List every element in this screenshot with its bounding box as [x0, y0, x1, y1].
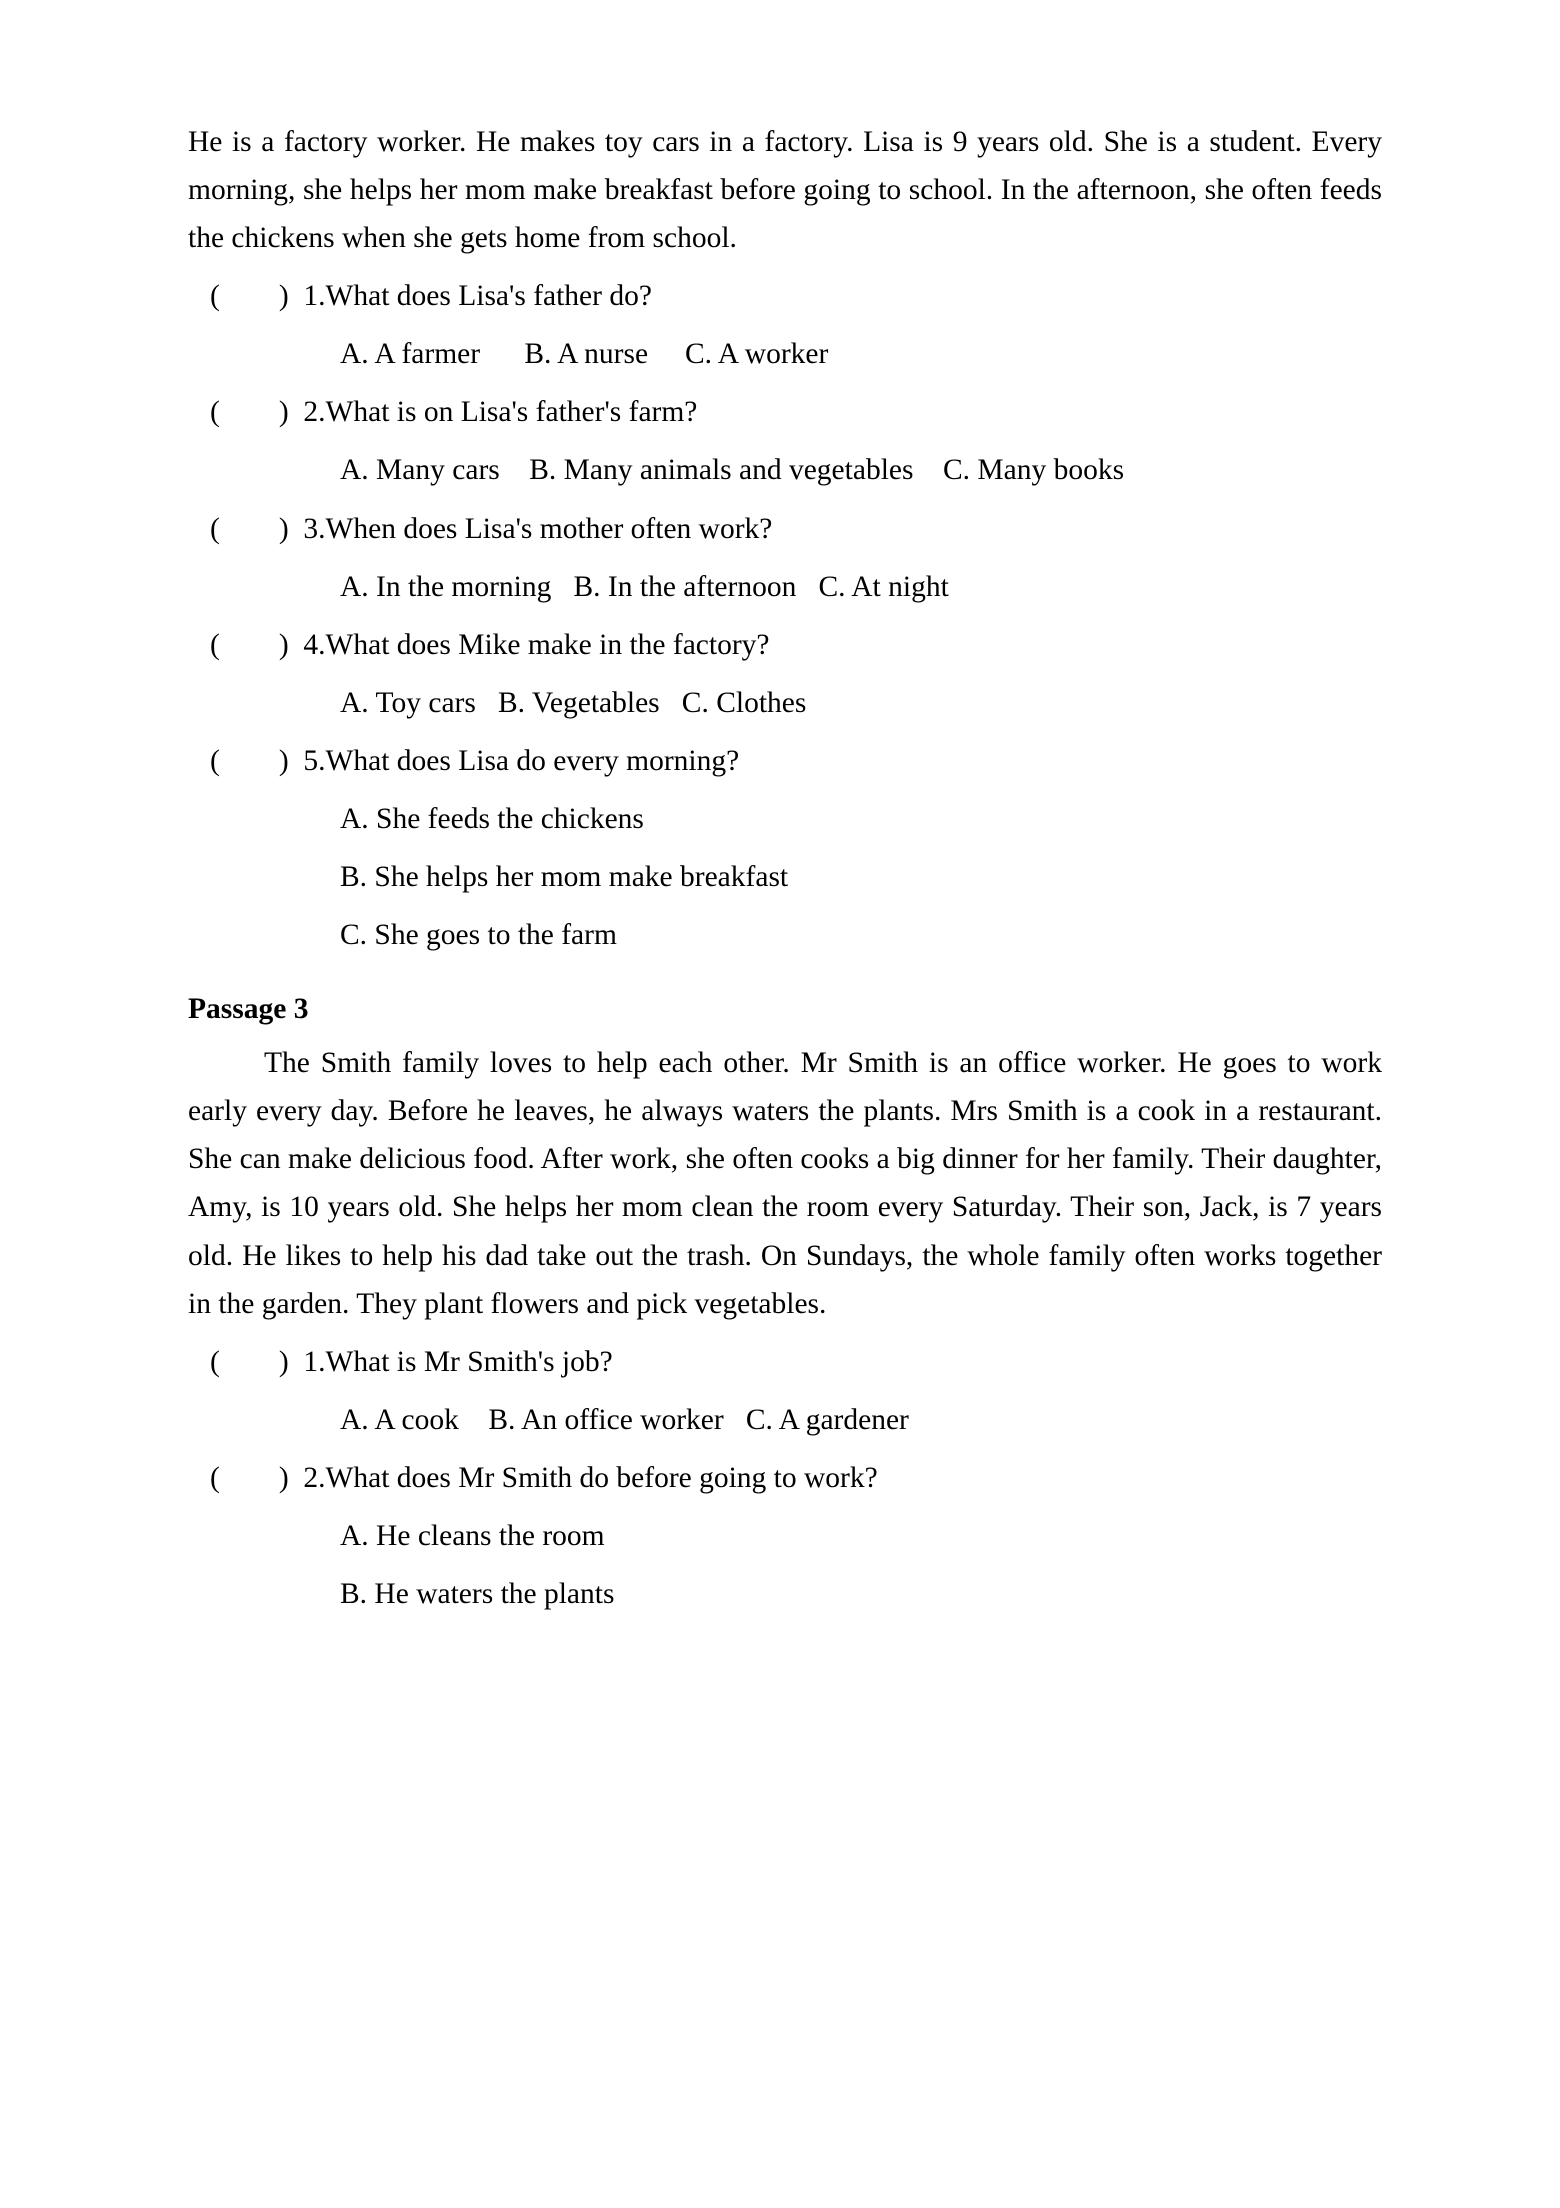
- passage2-continuation-text: He is a factory worker. He makes toy cars in a factory. Lisa is 9 years old. She is a student. Every morning, she helps her mom make breakfast before going to school. In the afternoon, she often feeds the chickens when she gets home from school.: [188, 126, 1382, 255]
- question-options: A. Toy cars B. Vegetables C. Clothes: [340, 686, 807, 719]
- question-options: A. A farmer B. A nurse C. A worker: [340, 338, 829, 371]
- passage2-question-2: [188, 388, 1382, 494]
- question-prompt: ( ) 1.What does Lisa's father do?: [210, 280, 652, 313]
- passage2-question-1: [188, 272, 1382, 378]
- question-option-a: A. She feeds the chickens: [340, 802, 644, 835]
- question-prompt: ( ) 3.When does Lisa's mother often work?: [210, 512, 773, 545]
- passage2-question-5: [188, 737, 1382, 959]
- question-prompt: ( ) 1.What is Mr Smith's job?: [210, 1345, 613, 1378]
- passage2-question-3: [188, 505, 1382, 611]
- passage3-question-1: [188, 1338, 1382, 1444]
- question-option-c: C. She goes to the farm: [340, 919, 617, 952]
- question-option-b: B. She helps her mom make breakfast: [340, 861, 789, 894]
- question-options: A. A cook B. An office worker C. A gardener: [340, 1403, 909, 1436]
- question-prompt: ( ) 4.What does Mike make in the factory?: [210, 628, 770, 661]
- question-options: A. In the morning B. In the afternoon C. At night: [340, 570, 949, 603]
- question-prompt: ( ) 2.What is on Lisa's father's farm?: [210, 396, 698, 429]
- question-prompt: ( ) 2.What does Mr Smith do before going to work?: [210, 1461, 878, 1494]
- question-options: A. Many cars B. Many animals and vegetables C. Many books: [340, 454, 1125, 487]
- question-prompt: ( ) 5.What does Lisa do every morning?: [210, 744, 740, 777]
- passage3-question-2: [188, 1454, 1382, 1618]
- passage3-heading: Passage 3: [188, 993, 309, 1026]
- question-option-a: A. He cleans the room: [340, 1519, 605, 1552]
- passage2-question-4: [188, 621, 1382, 727]
- question-option-b: B. He waters the plants: [340, 1578, 615, 1611]
- passage3-text: The Smith family loves to help each other. Mr Smith is an office worker. He goes to work early every day. Before he leaves, he always waters the plants. Mrs Smith is a cook in a restaurant. She can make delicious food. After work, she often cooks a big dinner for her family. Their daughter, Amy, is 10 years old. She helps her mom clean the room every Saturday. Their son, Jack, is 7 years old. He likes to help his dad take out the trash. On Sundays, the whole family often works together in the garden. They plant flowers and pick vegetables.: [188, 1047, 1382, 1320]
